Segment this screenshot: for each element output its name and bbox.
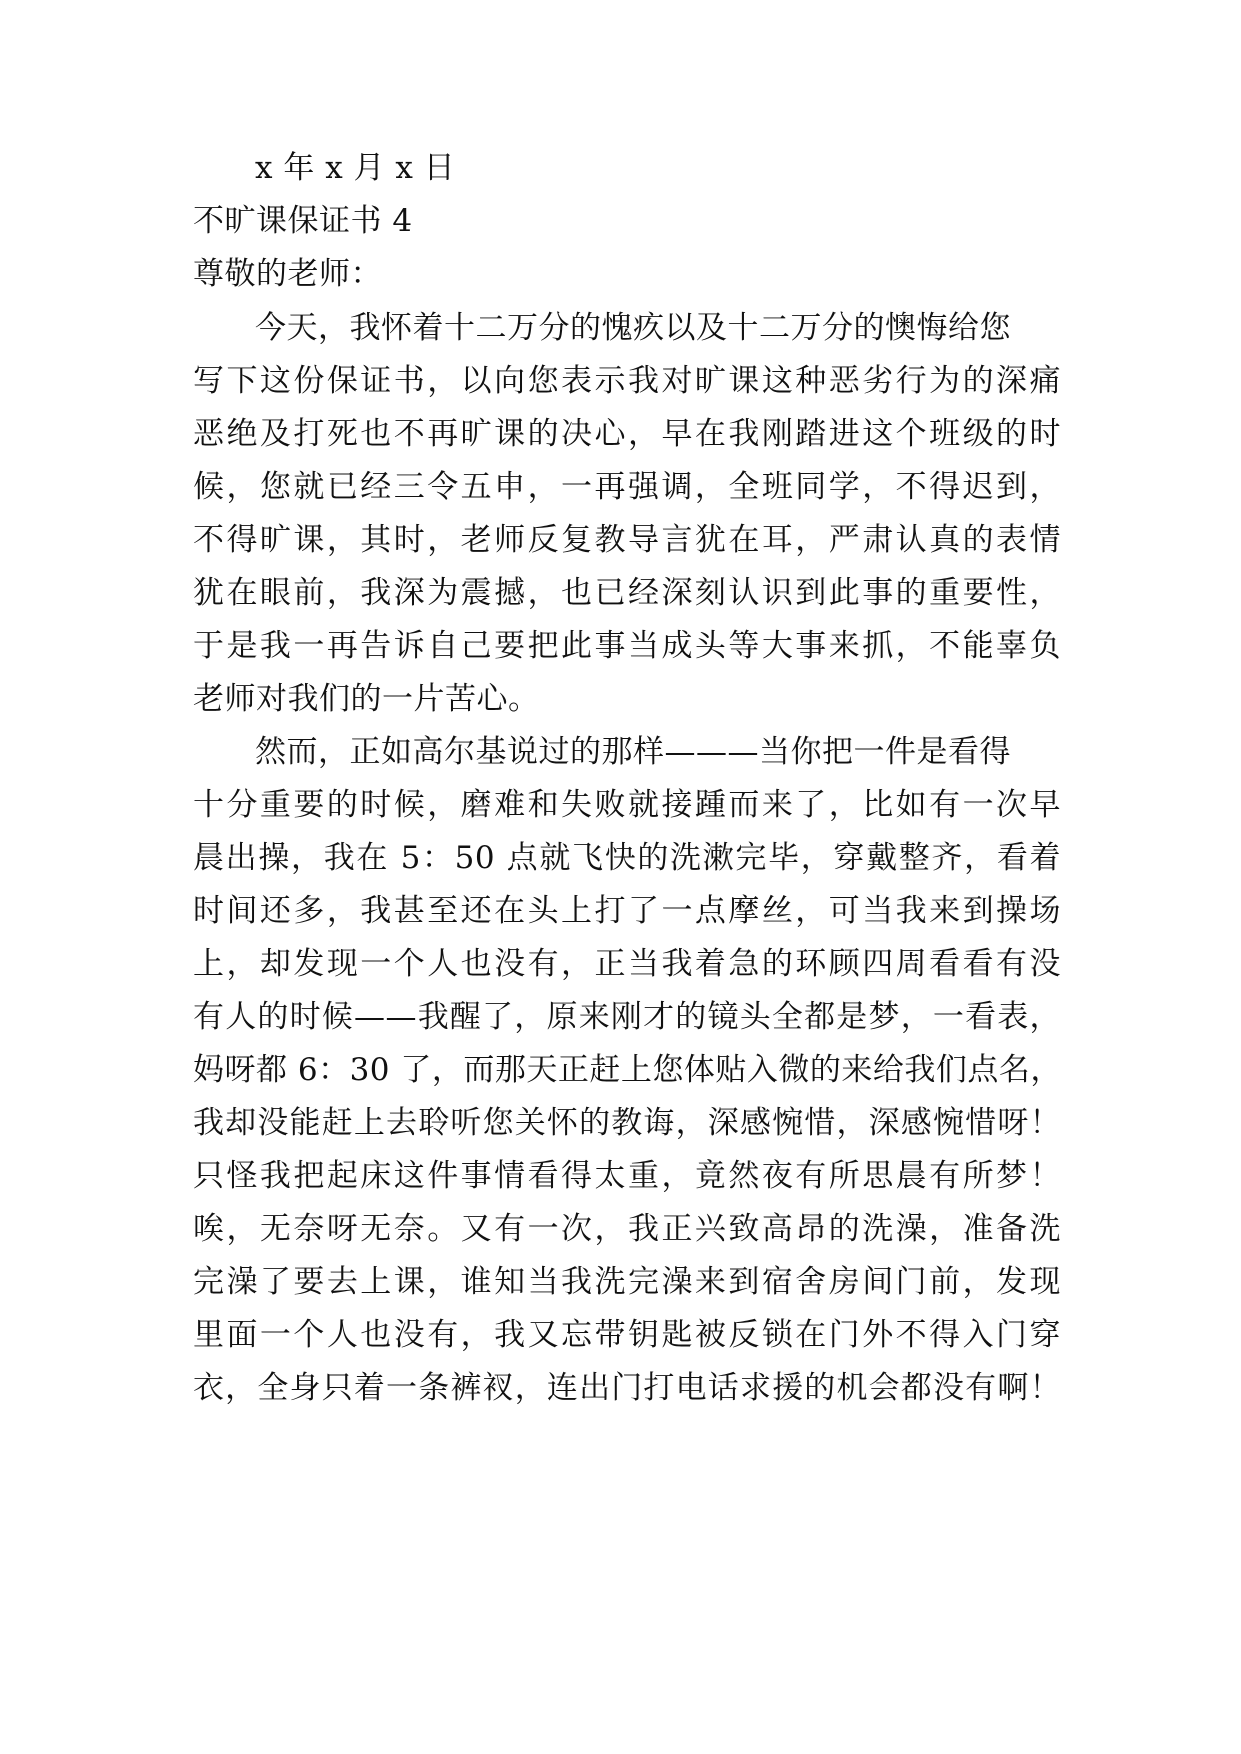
paragraph-2-line-8: 我却没能赶上去聆听您关怀的教诲，深感惋惜，深感惋惜呀！ <box>193 1105 1061 1141</box>
paragraph-1-line-8: 老师对我们的一片苦心。 <box>193 681 540 717</box>
paragraph-1-line-3: 恶绝及打死也不再旷课的决心，早在我刚踏进这个班级的时 <box>193 416 1061 452</box>
document-title: 不旷课保证书 4 <box>193 203 413 239</box>
paragraph-1-line-6: 犹在眼前，我深为震撼，也已经深刻认识到此事的重要性， <box>193 575 1061 611</box>
paragraph-2-line-1: 然而，正如高尔基说过的那样———当你把一件是看得 <box>255 734 1011 770</box>
paragraph-2-line-4: 时间还多，我甚至还在头上打了一点摩丝，可当我来到操场 <box>193 893 1061 929</box>
salutation: 尊敬的老师： <box>193 256 382 292</box>
date-line: x 年 x 月 x 日 <box>255 150 456 186</box>
paragraph-2-line-5: 上，却发现一个人也没有，正当我着急的环顾四周看看有没 <box>193 946 1061 982</box>
paragraph-2-line-9: 只怪我把起床这件事情看得太重，竟然夜有所思晨有所梦！ <box>193 1158 1061 1194</box>
paragraph-2-line-13: 衣，全身只着一条裤衩，连出门打电话求援的机会都没有啊！ <box>193 1370 1061 1406</box>
paragraph-2-line-6: 有人的时候——我醒了，原来刚才的镜头全都是梦，一看表， <box>193 999 1061 1035</box>
paragraph-2-line-12: 里面一个人也没有，我又忘带钥匙被反锁在门外不得入门穿 <box>193 1317 1061 1353</box>
paragraph-1-line-4: 候，您就已经三令五申，一再强调，全班同学，不得迟到， <box>193 469 1061 505</box>
paragraph-2-line-7: 妈呀都 6：30 了，而那天正赶上您体贴入微的来给我们点名， <box>193 1052 1062 1088</box>
paragraph-1-line-2: 写下这份保证书，以向您表示我对旷课这种恶劣行为的深痛 <box>193 363 1061 399</box>
paragraph-1-line-5: 不得旷课，其时，老师反复教导言犹在耳，严肃认真的表情 <box>193 522 1061 558</box>
paragraph-2-line-3: 晨出操，我在 5：50 点就飞快的洗漱完毕，穿戴整齐，看着 <box>193 840 1061 876</box>
paragraph-2-line-2: 十分重要的时候，磨难和失败就接踵而来了，比如有一次早 <box>193 787 1061 823</box>
paragraph-2-line-10: 唉，无奈呀无奈。又有一次，我正兴致高昂的洗澡，准备洗 <box>193 1211 1061 1247</box>
paragraph-1-line-1: 今天，我怀着十二万分的愧疚以及十二万分的懊悔给您 <box>255 310 1011 346</box>
paragraph-1-line-7: 于是我一再告诉自己要把此事当成头等大事来抓，不能辜负 <box>193 628 1061 664</box>
paragraph-2-line-11: 完澡了要去上课，谁知当我洗完澡来到宿舍房间门前，发现 <box>193 1264 1061 1300</box>
